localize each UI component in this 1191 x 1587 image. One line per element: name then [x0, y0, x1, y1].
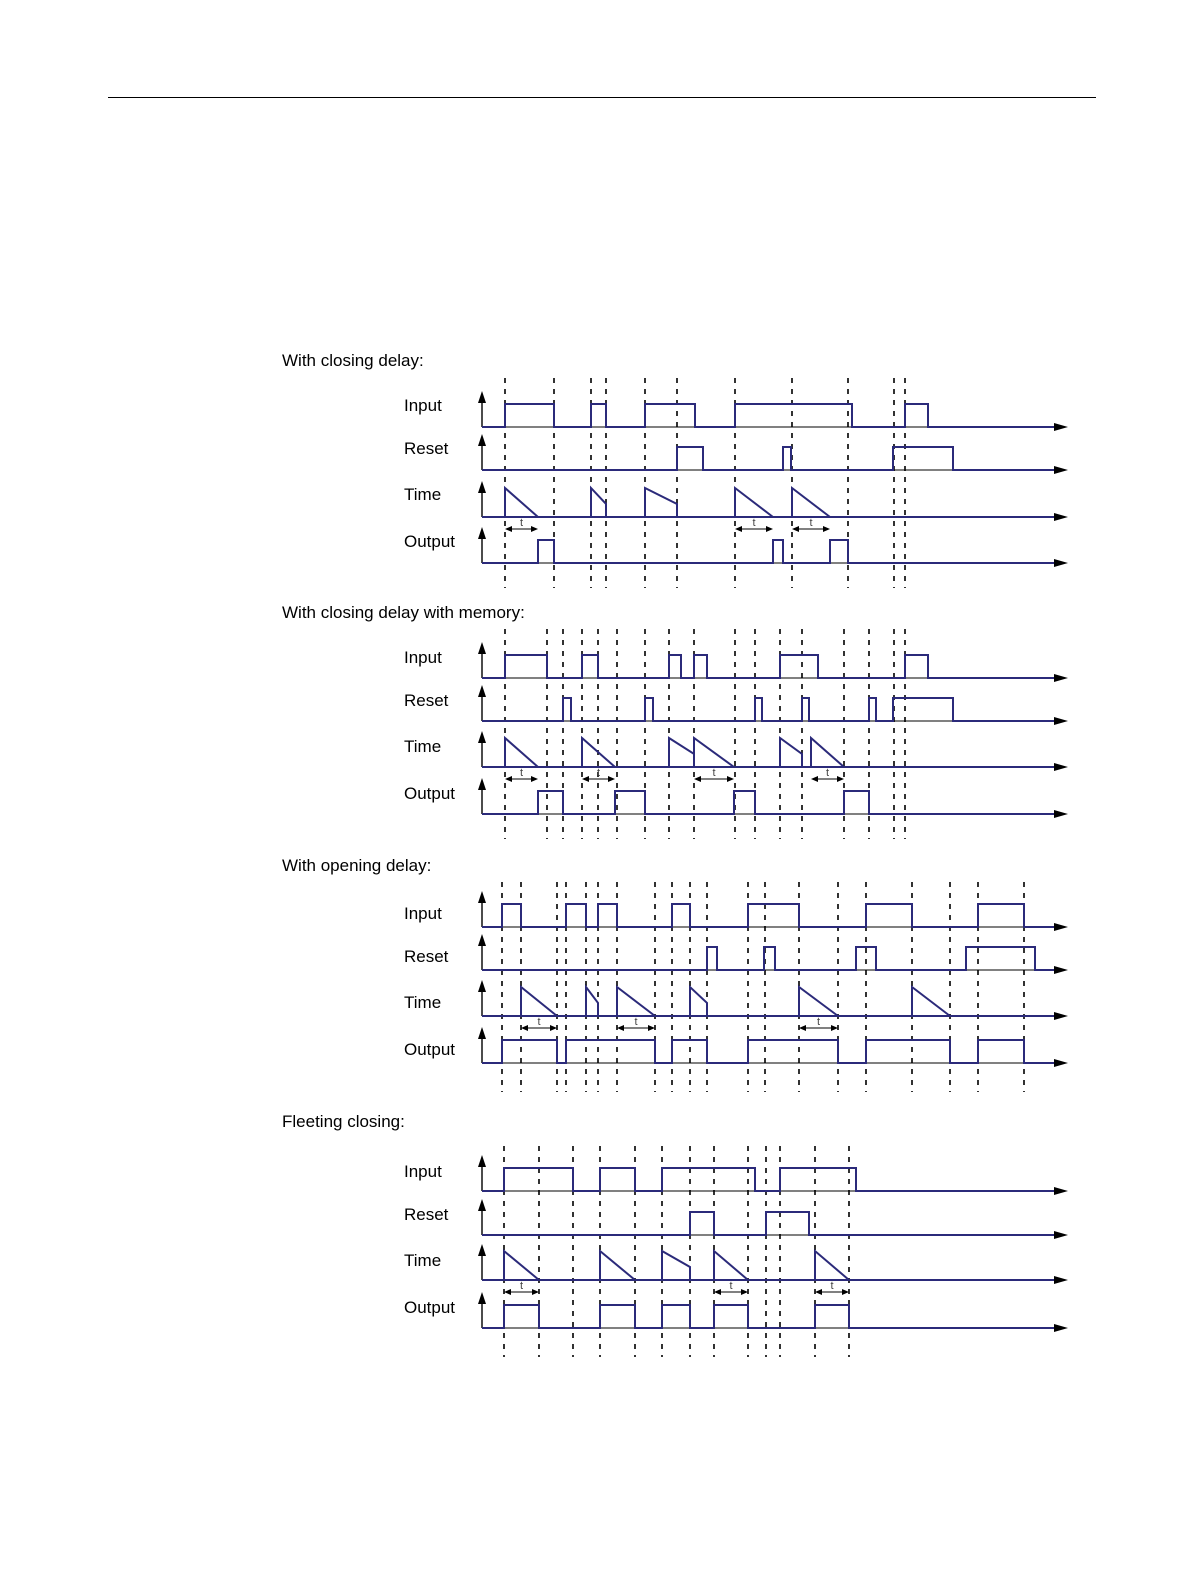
delay-arrow-right-0-1: [766, 526, 773, 532]
opening-delay-time-ramp-3: [690, 987, 707, 1016]
label-input: Input: [404, 396, 442, 415]
fleeting-closing-reset-vaxis-arrow: [478, 1199, 486, 1211]
fleeting-closing-time-vaxis-arrow: [478, 1244, 486, 1256]
delay-arrow-left-3-0: [504, 1289, 511, 1295]
fleeting-closing-time-ramp-2: [662, 1251, 690, 1280]
closing-delay-memory-input-axis-arrow: [1054, 674, 1068, 682]
closing-delay-output-axis-arrow: [1054, 559, 1068, 567]
closing-delay-time-ramp-3: [735, 488, 773, 517]
opening-delay-input-axis-arrow: [1054, 923, 1068, 931]
closing-delay-memory-time-ramp-2: [669, 738, 694, 767]
closing-delay-memory-input-vaxis-arrow: [478, 642, 486, 654]
section-title-closing-delay-memory: With closing delay with memory:: [282, 603, 525, 622]
fleeting-closing-input-waveform: [482, 1168, 1054, 1191]
closing-delay-time-ramp-4: [792, 488, 830, 517]
closing-delay-time-vaxis-arrow: [478, 481, 486, 493]
closing-delay-reset-vaxis-arrow: [478, 434, 486, 446]
label-input: Input: [404, 648, 442, 667]
delay-label-0-2: t: [809, 517, 813, 529]
closing-delay-memory-time-ramp-3: [694, 738, 734, 767]
delay-arrow-left-2-1: [617, 1025, 624, 1031]
closing-delay-time-ramp-1: [591, 488, 606, 517]
delay-label-3-1: t: [729, 1280, 733, 1292]
delay-arrow-left-3-2: [815, 1289, 822, 1295]
delay-arrow-left-0-1: [735, 526, 742, 532]
delay-arrow-left-1-3: [811, 776, 818, 782]
closing-delay-input-waveform: [482, 404, 1054, 427]
closing-delay-reset-waveform: [482, 447, 1054, 470]
delay-arrow-left-1-0: [505, 776, 512, 782]
label-reset: Reset: [404, 439, 449, 458]
delay-arrow-right-3-2: [842, 1289, 849, 1295]
label-reset: Reset: [404, 947, 449, 966]
closing-delay-memory-time-ramp-4: [780, 738, 802, 767]
delay-arrow-left-0-2: [792, 526, 799, 532]
closing-delay-memory-output-axis-arrow: [1054, 810, 1068, 818]
fleeting-closing-input-vaxis-arrow: [478, 1155, 486, 1167]
delay-arrow-left-0-0: [505, 526, 512, 532]
delay-arrow-left-3-1: [714, 1289, 721, 1295]
opening-delay-time-ramp-2: [617, 987, 655, 1016]
delay-label-0-0: t: [519, 517, 524, 529]
closing-delay-memory-reset-axis-arrow: [1054, 717, 1068, 725]
closing-delay-memory-reset-vaxis-arrow: [478, 685, 486, 697]
delay-arrow-left-1-2: [694, 776, 701, 782]
closing-delay-memory-output-vaxis-arrow: [478, 778, 486, 790]
label-time: Time: [404, 1251, 442, 1270]
label-output: Output: [404, 1040, 456, 1059]
label-output: Output: [404, 532, 456, 551]
closing-delay-memory-time-ramp-0: [505, 738, 538, 767]
section-title-opening-delay: With opening delay:: [282, 856, 432, 875]
closing-delay-memory-time-axis-arrow: [1054, 763, 1068, 771]
fleeting-closing-time-ramp-4: [815, 1251, 849, 1280]
closing-delay-output-vaxis-arrow: [478, 527, 486, 539]
section-title-fleeting-closing: Fleeting closing:: [282, 1112, 405, 1131]
closing-delay-time-ramp-2: [645, 488, 677, 517]
delay-arrow-right-0-2: [823, 526, 830, 532]
opening-delay-reset-axis-arrow: [1054, 966, 1068, 974]
closing-delay-memory-time-vaxis-arrow: [478, 731, 486, 743]
delay-label-3-2: t: [830, 1280, 834, 1292]
delay-label-2-2: t: [816, 1016, 821, 1028]
opening-delay-reset-waveform: [482, 947, 1054, 970]
closing-delay-output-waveform: [482, 540, 1054, 563]
closing-delay-memory-reset-waveform: [482, 698, 1054, 721]
opening-delay-time-ramp-4: [799, 987, 838, 1016]
opening-delay-input-vaxis-arrow: [478, 891, 486, 903]
closing-delay-input-vaxis-arrow: [478, 391, 486, 403]
fleeting-closing-time-ramp-0: [504, 1251, 539, 1280]
label-input: Input: [404, 1162, 442, 1181]
label-reset: Reset: [404, 691, 449, 710]
fleeting-closing-reset-waveform: [482, 1212, 1054, 1235]
closing-delay-memory-input-waveform: [482, 655, 1054, 678]
delay-arrow-right-1-2: [727, 776, 734, 782]
label-time: Time: [404, 993, 442, 1012]
delay-label-1-0: t: [519, 767, 524, 779]
opening-delay-input-waveform: [482, 904, 1054, 927]
delay-label-1-3: t: [825, 767, 830, 779]
label-reset: Reset: [404, 1205, 449, 1224]
delay-arrow-right-0-0: [531, 526, 538, 532]
fleeting-closing-output-vaxis-arrow: [478, 1292, 486, 1304]
opening-delay-time-axis-arrow: [1054, 1012, 1068, 1020]
delay-label-0-1: t: [752, 517, 756, 529]
fleeting-closing-time-ramp-1: [600, 1251, 635, 1280]
opening-delay-reset-vaxis-arrow: [478, 934, 486, 946]
delay-arrow-right-1-1: [608, 776, 615, 782]
label-output: Output: [404, 784, 456, 803]
label-input: Input: [404, 904, 442, 923]
opening-delay-time-ramp-5: [912, 987, 950, 1016]
closing-delay-memory-output-waveform: [482, 791, 1054, 814]
opening-delay-time-ramp-0: [521, 987, 557, 1016]
closing-delay-time-axis-arrow: [1054, 513, 1068, 521]
label-output: Output: [404, 1298, 456, 1317]
delay-arrow-right-3-1: [741, 1289, 748, 1295]
opening-delay-output-waveform: [482, 1040, 1054, 1063]
fleeting-closing-output-axis-arrow: [1054, 1324, 1068, 1332]
closing-delay-time-ramp-0: [505, 488, 538, 517]
fleeting-closing-reset-axis-arrow: [1054, 1231, 1068, 1239]
delay-arrow-left-2-2: [799, 1025, 806, 1031]
section-title-closing-delay: With closing delay:: [282, 351, 424, 370]
delay-label-1-1: t: [596, 767, 601, 779]
label-time: Time: [404, 737, 442, 756]
closing-delay-input-axis-arrow: [1054, 423, 1068, 431]
fleeting-closing-output-waveform: [482, 1305, 1054, 1328]
delay-label-2-1: t: [634, 1016, 638, 1028]
delay-arrow-right-1-3: [837, 776, 844, 782]
opening-delay-output-axis-arrow: [1054, 1059, 1068, 1067]
delay-arrow-right-2-0: [550, 1025, 557, 1031]
fleeting-closing-time-ramp-3: [714, 1251, 748, 1280]
delay-arrow-right-1-0: [531, 776, 538, 782]
opening-delay-time-ramp-1: [586, 987, 598, 1016]
fleeting-closing-input-axis-arrow: [1054, 1187, 1068, 1195]
label-time: Time: [404, 485, 442, 504]
delay-label-1-2: t: [712, 767, 716, 779]
closing-delay-reset-axis-arrow: [1054, 466, 1068, 474]
opening-delay-time-vaxis-arrow: [478, 980, 486, 992]
opening-delay-output-vaxis-arrow: [478, 1027, 486, 1039]
delay-arrow-right-3-0: [532, 1289, 539, 1295]
fleeting-closing-time-axis-arrow: [1054, 1276, 1068, 1284]
closing-delay-memory-time-ramp-5: [811, 738, 844, 767]
delay-arrow-right-2-2: [831, 1025, 838, 1031]
delay-arrow-right-2-1: [648, 1025, 655, 1031]
delay-arrow-left-2-0: [521, 1025, 528, 1031]
delay-arrow-left-1-1: [582, 776, 589, 782]
delay-label-2-0: t: [537, 1016, 541, 1028]
delay-label-3-0: t: [519, 1280, 524, 1292]
